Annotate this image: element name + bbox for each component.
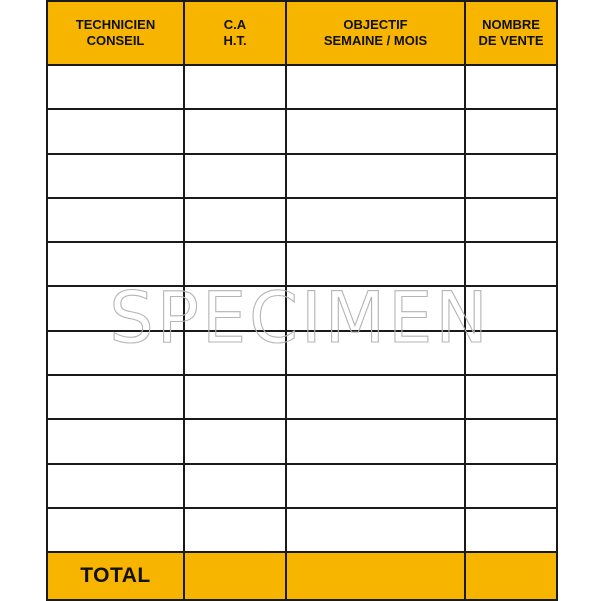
ca-cell[interactable] (184, 109, 286, 153)
objectif-cell[interactable] (286, 375, 465, 419)
ca-cell[interactable] (184, 286, 286, 330)
technicien-cell[interactable] (47, 154, 184, 198)
ca-cell[interactable] (184, 508, 286, 552)
table-header (47, 1, 557, 65)
objectif-cell[interactable] (286, 464, 465, 508)
technicien-cell[interactable] (47, 109, 184, 153)
objectif-cell[interactable] (286, 331, 465, 375)
technicien-cell[interactable] (47, 375, 184, 419)
header-label: OBJECTIF SEMAINE / MOIS (323, 17, 428, 48)
ca-cell[interactable] (184, 198, 286, 242)
ventes-cell[interactable] (465, 375, 557, 419)
technicien-cell[interactable] (47, 508, 184, 552)
header-label: TECHNICIEN CONSEIL (75, 17, 156, 48)
total-ventes-cell[interactable] (465, 552, 557, 600)
technicien-cell[interactable] (47, 286, 184, 330)
ca-cell[interactable] (184, 375, 286, 419)
technicien-cell[interactable] (47, 419, 184, 463)
header-label: NOMBRE DE VENTE (478, 17, 544, 48)
total-objectif-cell[interactable] (286, 552, 465, 600)
ventes-cell[interactable] (465, 464, 557, 508)
ventes-cell[interactable] (465, 286, 557, 330)
objectif-cell[interactable] (286, 242, 465, 286)
header-technicien-conseil (47, 1, 184, 65)
objectif-cell[interactable] (286, 198, 465, 242)
objectif-cell[interactable] (286, 286, 465, 330)
table-row (47, 65, 557, 109)
total-row (47, 552, 557, 600)
sales-tracking-sheet (46, 0, 556, 600)
table-body (47, 65, 557, 552)
ca-cell[interactable] (184, 154, 286, 198)
table-row (47, 331, 557, 375)
objectif-cell[interactable] (286, 65, 465, 109)
technicien-cell[interactable] (47, 464, 184, 508)
objectif-cell[interactable] (286, 154, 465, 198)
table-row (47, 419, 557, 463)
objectif-cell[interactable] (286, 419, 465, 463)
table-row (47, 375, 557, 419)
sales-table (46, 0, 558, 601)
total-ca-cell[interactable] (184, 552, 286, 600)
header-objectif (286, 1, 465, 65)
objectif-cell[interactable] (286, 109, 465, 153)
technicien-cell[interactable] (47, 331, 184, 375)
table-row (47, 464, 557, 508)
ventes-cell[interactable] (465, 65, 557, 109)
ventes-cell[interactable] (465, 198, 557, 242)
table-row (47, 109, 557, 153)
ventes-cell[interactable] (465, 331, 557, 375)
table-row (47, 154, 557, 198)
ventes-cell[interactable] (465, 109, 557, 153)
table-row (47, 508, 557, 552)
ventes-cell[interactable] (465, 242, 557, 286)
table-row (47, 198, 557, 242)
objectif-cell[interactable] (286, 508, 465, 552)
header-label: C.A H.T. (223, 17, 247, 48)
table-row (47, 286, 557, 330)
ca-cell[interactable] (184, 242, 286, 286)
ca-cell[interactable] (184, 419, 286, 463)
header-row (47, 1, 557, 65)
technicien-cell[interactable] (47, 198, 184, 242)
ca-cell[interactable] (184, 331, 286, 375)
technicien-cell[interactable] (47, 242, 184, 286)
ca-cell[interactable] (184, 65, 286, 109)
ventes-cell[interactable] (465, 154, 557, 198)
technicien-cell[interactable] (47, 65, 184, 109)
ventes-cell[interactable] (465, 508, 557, 552)
table-footer (47, 552, 557, 600)
ca-cell[interactable] (184, 464, 286, 508)
header-nombre-de-vente (465, 1, 557, 65)
ventes-cell[interactable] (465, 419, 557, 463)
header-ca-ht (184, 1, 286, 65)
total-label: TOTAL (47, 552, 184, 600)
table-row (47, 242, 557, 286)
